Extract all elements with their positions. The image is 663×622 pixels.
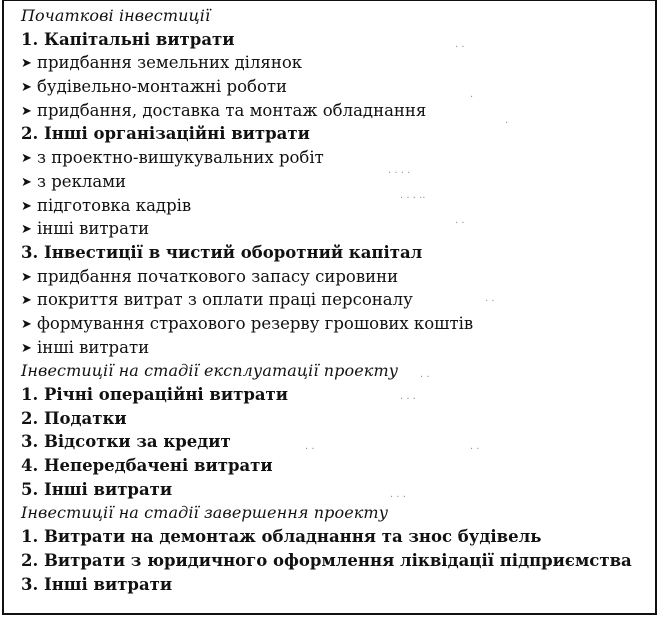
scan-noise: · · [420, 372, 430, 383]
list-item: ➤ покриття витрат з оплати праці персоналу [21, 288, 651, 312]
arrowhead-bullet-icon: ➤ [21, 340, 32, 356]
arrowhead-bullet-icon: ➤ [21, 80, 32, 96]
group-heading: 1. Витрати на демонтаж обладнання та знос будівель [21, 527, 542, 547]
list-item: ➤ з проектно-вишукувальних робіт [21, 146, 651, 170]
group-heading: 5. Інші витрати [21, 479, 173, 499]
list-item: ➤ підготовка кадрів [21, 194, 651, 218]
group-heading-working-capital: 3. Інвестиції в чистий оборотний капітал [21, 242, 423, 262]
scan-noise: · · [455, 218, 465, 229]
section-title-operation-stage: Інвестиції на стадії експлуатації проекту [21, 361, 399, 381]
list-item: ➤ з реклами [21, 170, 651, 194]
arrowhead-bullet-icon: ➤ [21, 56, 32, 72]
arrowhead-bullet-icon: ➤ [21, 198, 32, 214]
investment-costs-list [21, 4, 651, 596]
list-item: ➤ будівельно-монтажні роботи [21, 75, 651, 99]
section-title-completion-stage: Інвестиції на стадії завершення проекту [21, 503, 389, 523]
scan-noise: · · · [400, 394, 416, 405]
list-item: ➤ формування страхового резерву грошових коштів [21, 312, 651, 336]
arrowhead-bullet-icon: ➤ [21, 222, 32, 238]
group-heading-organizational-costs: 2. Інші організаційні витрати [21, 124, 310, 144]
group-heading-capital-costs: 1. Капітальні витрати [21, 29, 235, 49]
group-heading: 4. Непередбачені витрати [21, 456, 273, 476]
arrowhead-bullet-icon: ➤ [21, 269, 32, 285]
group-heading: 2. Витрати з юридичного оформлення ліквідації підприємства [21, 550, 632, 570]
scan-noise: · · [470, 444, 480, 455]
scan-noise: · · [305, 444, 315, 455]
scan-noise: · · · [390, 492, 406, 503]
scan-noise: · · [485, 296, 495, 307]
arrowhead-bullet-icon: ➤ [21, 174, 32, 190]
list-item: ➤ придбання, доставка та монтаж обладнання [21, 99, 651, 123]
scan-noise: · [505, 118, 509, 129]
arrowhead-bullet-icon: ➤ [21, 103, 32, 119]
list-item: ➤ інші витрати [21, 336, 651, 360]
section-title-initial-investments: Початкові інвестиції [21, 6, 211, 25]
list-item: ➤ придбання земельних ділянок [21, 51, 651, 75]
scan-noise: · [470, 92, 474, 103]
list-item: ➤ інші витрати [21, 217, 651, 241]
group-heading: 3. Інші витрати [21, 574, 173, 594]
group-heading: 2. Податки [21, 408, 127, 428]
scan-noise: · · · · [388, 168, 411, 179]
arrowhead-bullet-icon: ➤ [21, 293, 32, 309]
arrowhead-bullet-icon: ➤ [21, 151, 32, 167]
arrowhead-bullet-icon: ➤ [21, 316, 32, 332]
group-heading: 3. Відсотки за кредит [21, 432, 231, 452]
group-heading: 1. Річні операційні витрати [21, 385, 289, 404]
scan-noise: · · · ·· [400, 193, 426, 204]
scan-noise: · · [455, 42, 465, 53]
list-item: ➤ придбання початкового запасу сировини [21, 265, 651, 289]
